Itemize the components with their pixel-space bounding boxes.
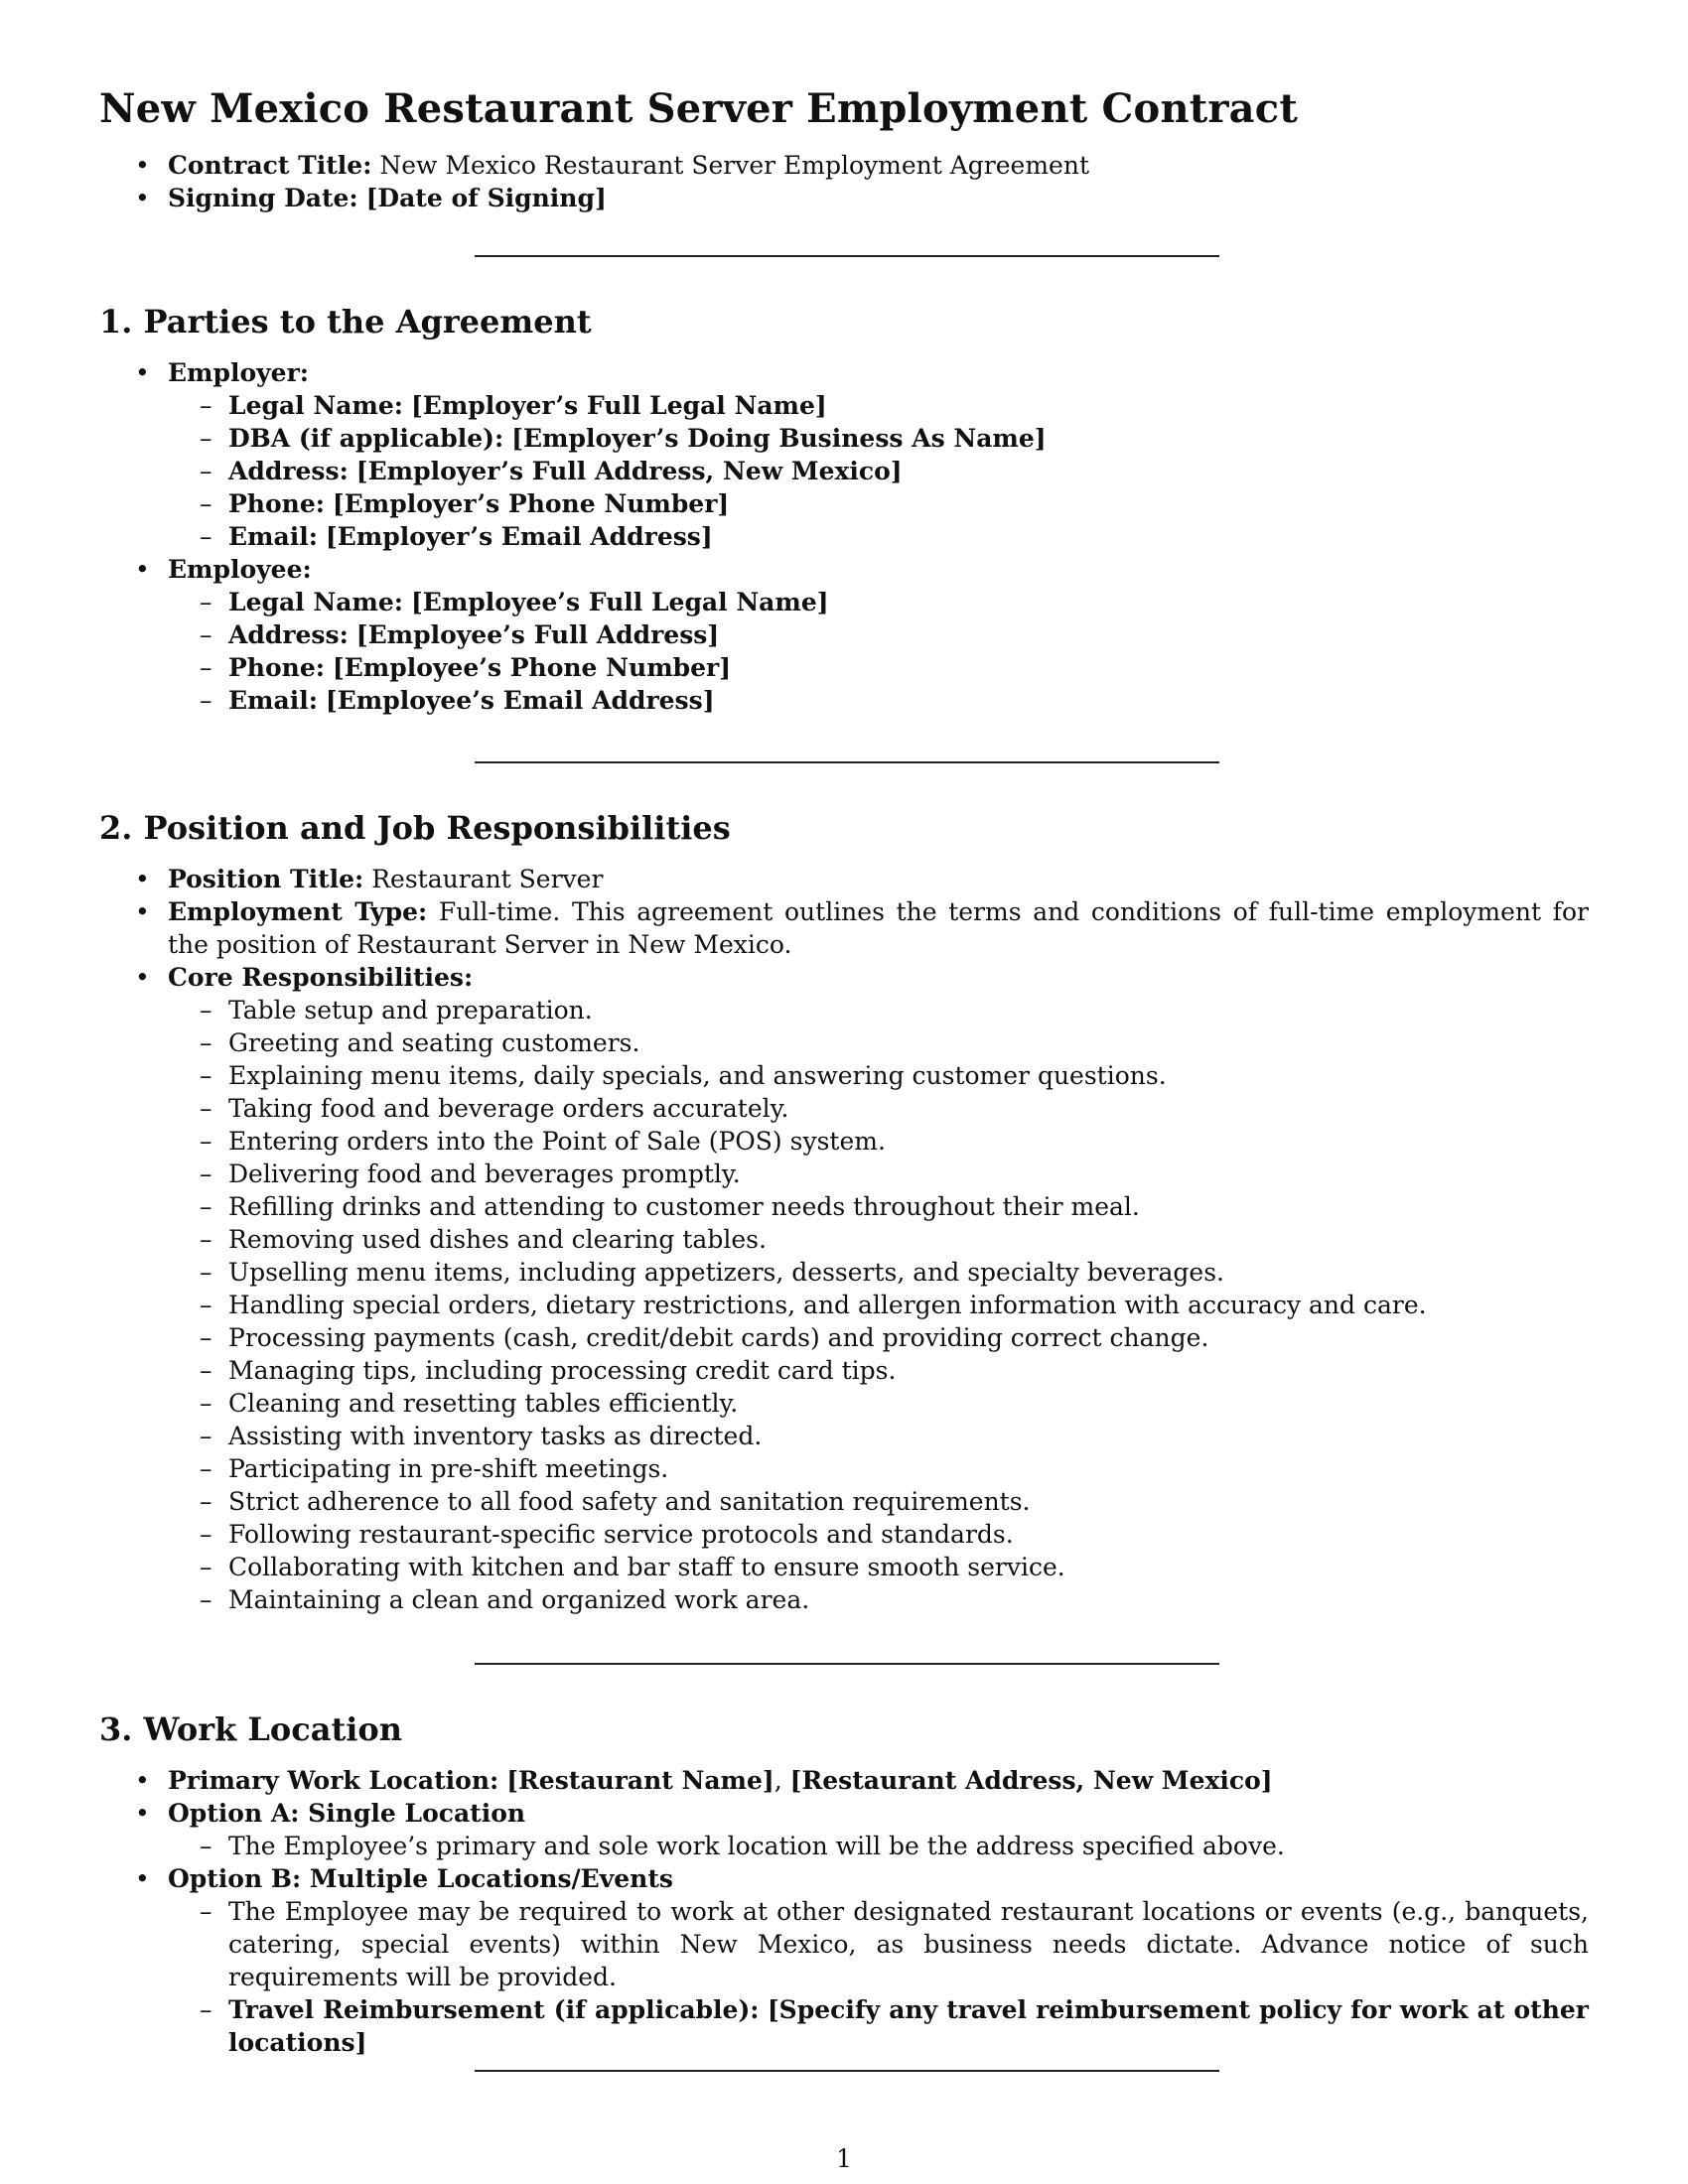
list-item [168,586,1589,618]
employment-type-label: Employment Type: [168,897,428,926]
parties-list [99,356,1589,717]
responsibility-item: – Processing payments (cash, credit/debit cards) and providing correct change. [168,1321,1589,1354]
contract-title-label: Contract Title: [168,151,372,180]
field-value: [Employer’s Full Address, New Mexico] [355,457,903,485]
section-heading: 1. Parties to the Agreement [99,303,592,341]
section-position [99,809,1589,847]
responsibility-item: – Upselling menu items, including appetizers, desserts, and specialty beverages. [168,1256,1589,1289]
list-item [168,389,1589,422]
field-value: [Employee’s Email Address] [325,686,715,715]
list-item [168,684,1589,717]
responsibility-item: – Delivering food and beverages promptly. [168,1158,1589,1190]
section-divider [475,2070,1219,2072]
responsibility-item: – Following restaurant-specific service protocols and standards. [168,1518,1589,1551]
section-parties [99,303,1589,341]
list-item [99,1764,1589,1797]
section-divider [475,255,1219,257]
restaurant-address: [Restaurant Address, New Mexico] [789,1766,1273,1795]
list-item [168,422,1589,455]
field-label: Phone: [228,489,325,518]
responsibility-item: – Handling special orders, dietary restrictions, and allergen information with accuracy and care. [168,1289,1589,1321]
travel-value: [Specify any travel reimbursement policy for work at other locations] [228,1995,1589,2057]
signing-date-label: Signing Date: [168,184,358,212]
list-item [168,487,1589,520]
responsibility-item: – Maintaining a clean and organized work area. [168,1583,1589,1616]
contract-meta [99,149,1589,214]
field-value: [Employee’s Phone Number] [332,653,732,682]
primary-location-label: Primary Work Location: [168,1766,499,1795]
field-label: Email: [228,522,318,551]
field-value: [Employer’s Full Legal Name] [410,391,827,420]
list-item [99,149,1589,182]
list-item [168,651,1589,684]
separator: , [774,1766,790,1795]
list-item [168,520,1589,553]
field-label: Email: [228,686,318,715]
field-label: DBA (if applicable): [228,424,504,453]
option-a-text: – The Employee’s primary and sole work location will be the address specified above. [168,1830,1589,1862]
field-label: Address: [228,620,349,649]
responsibility-item: – Entering orders into the Point of Sale (POS) system. [168,1125,1589,1158]
page-number: 1 [836,2144,852,2173]
responsibility-item: – Assisting with inventory tasks as directed. [168,1420,1589,1452]
core-responsibilities [99,961,1589,1616]
position-title-value: Restaurant Server [371,865,604,893]
travel-label: Travel Reimbursement (if applicable): [228,1995,760,2024]
field-value: [Employer’s Phone Number] [332,489,730,518]
option-b [99,1862,1589,2059]
responsibility-item: – Participating in pre-shift meetings. [168,1452,1589,1485]
contract-title-value: New Mexico Restaurant Server Employment Agreement [379,151,1089,180]
field-label: Legal Name: [228,588,404,616]
list-item [168,618,1589,651]
list-item [168,455,1589,487]
field-label: Address: [228,457,349,485]
responsibility-item: – Removing used dishes and clearing tables. [168,1223,1589,1256]
employment-type-value: Full-time. This agreement outlines the terms and conditions of full-time employment for the position of Restaurant Server in New Mexico. [168,897,1589,959]
employer-label: Employer: [168,358,309,387]
position-list [99,863,1589,1616]
work-location-list [99,1764,1589,2059]
responsibility-item: – Greeting and seating customers. [168,1026,1589,1059]
responsibility-item: – Taking food and beverage orders accurately. [168,1092,1589,1125]
section-divider [475,761,1219,763]
field-value: [Employer’s Email Address] [325,522,713,551]
list-item [99,895,1589,961]
responsibility-item: – Cleaning and resetting tables efficiently. [168,1387,1589,1420]
list-item [99,863,1589,895]
employee-label: Employee: [168,555,312,584]
option-b-label: Option B: Multiple Locations/Events [168,1864,673,1893]
field-value: [Employee’s Full Address] [355,620,720,649]
section-heading: 3. Work Location [99,1710,402,1748]
field-label: Phone: [228,653,325,682]
employee-group [99,553,1589,717]
field-label: Legal Name: [228,391,404,420]
responsibility-item: – Table setup and preparation. [168,994,1589,1026]
position-title-label: Position Title: [168,865,364,893]
responsibility-item: – Refilling drinks and attending to customer needs throughout their meal. [168,1190,1589,1223]
field-value: [Employer’s Doing Business As Name] [511,424,1047,453]
employer-group [99,356,1589,553]
list-item [99,182,1589,214]
core-label: Core Responsibilities: [168,963,474,992]
travel-reimbursement [168,1993,1589,2059]
restaurant-name: [Restaurant Name] [506,1766,774,1795]
section-work-location [99,1710,1589,1748]
signing-date-value: [Date of Signing] [365,184,607,212]
responsibility-item: – Strict adherence to all food safety and sanitation requirements. [168,1485,1589,1518]
responsibility-item: – Managing tips, including processing credit card tips. [168,1354,1589,1387]
option-b-text: – The Employee may be required to work at other designated restaurant locations or events (e.g., banquets, catering, special events) within New Mexico, as business needs dictate. Advance notice of such requirements will be provided. [168,1895,1589,1993]
section-divider [475,1663,1219,1665]
responsibility-item: – Collaborating with kitchen and bar staff to ensure smooth service. [168,1551,1589,1583]
option-a [99,1797,1589,1862]
responsibility-item: – Explaining menu items, daily specials, and answering customer questions. [168,1059,1589,1092]
section-heading: 2. Position and Job Responsibilities [99,809,731,847]
option-a-label: Option A: Single Location [168,1799,526,1828]
document-title: New Mexico Restaurant Server Employment Contract [99,85,1299,132]
field-value: [Employee’s Full Legal Name] [410,588,829,616]
